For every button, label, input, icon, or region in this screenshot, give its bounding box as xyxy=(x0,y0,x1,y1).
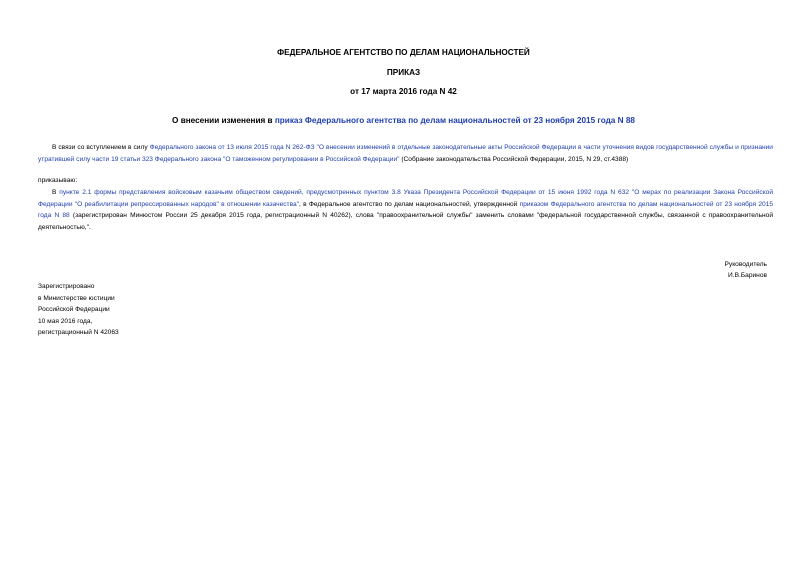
registration-line: регистрационный N 42063 xyxy=(38,329,119,337)
title-link[interactable]: приказ Федерального агентства по делам национальностей от 23 ноября 2015 года N 88 xyxy=(274,116,635,125)
doc-type-heading: ПРИКАЗ xyxy=(386,68,421,77)
order-link[interactable]: приказом Федерального агентства по делам национальностей от 23 ноября 2015 года N 88 xyxy=(38,200,773,220)
preamble-text-2: (Собрание законодательства Российской Федерации, 2015, N 29, ст.4388) xyxy=(399,155,629,163)
body-text-1: В xyxy=(52,189,60,196)
order-word: приказываю: xyxy=(38,177,78,184)
title-prefix: О внесении изменения в xyxy=(172,116,275,125)
body-text-2: , в Федеральное агентство по делам национальностей, утвержденной xyxy=(299,200,520,208)
form-clause-link[interactable]: пункте 2.1 формы представления войсковым казачьим обществом сведений, предусмотренных пунктом 3.8 Указа Президента Российской Федерации от 15 июня 1992 года N 632 "О мерах по реализации Закона Российской Федерации "О реабилитации репрессированных народов" в отношении казачества" xyxy=(38,189,774,208)
document-title xyxy=(0,116,807,125)
agency-heading: ФЕДЕРАЛЬНОЕ АГЕНТСТВО ПО ДЕЛАМ НАЦИОНАЛЬНОСТЕЙ xyxy=(277,48,530,57)
registration-line: в Министерстве юстиции xyxy=(38,294,115,302)
registration-line: Российской Федерации xyxy=(38,306,110,314)
signature-name: И.В.Баринов xyxy=(728,272,767,279)
registration-line: 10 мая 2016 года, xyxy=(38,317,93,325)
preamble-text-1: В связи со вступлением в силу xyxy=(52,144,150,151)
body-paragraph xyxy=(38,187,773,233)
date-number-heading: от 17 марта 2016 года N 42 xyxy=(350,87,457,96)
registration-line: Зарегистрировано xyxy=(38,283,95,290)
federal-law-link[interactable]: Федерального закона от 13 июля 2015 года N 262-ФЗ "О внесении изменений в отдельные законодательные акты Российской Федерации в части уточнения видов государственной службы и признании утратившей силу части 19 статьи 323 Федерального закона "О таможенном регулировании в Российской Федерации" xyxy=(38,144,773,163)
body-text-3: (зарегистрирован Минюстом России 25 декабря 2015 года, регистрационный N 40262), слова "правоохранительной службы" заменить словами "федеральной государственной службы, связанной с правоохранительной деятельностью,". xyxy=(38,212,773,231)
signature-position: Руководитель xyxy=(724,261,767,268)
preamble-paragraph xyxy=(38,142,773,165)
registration-block xyxy=(38,281,119,339)
